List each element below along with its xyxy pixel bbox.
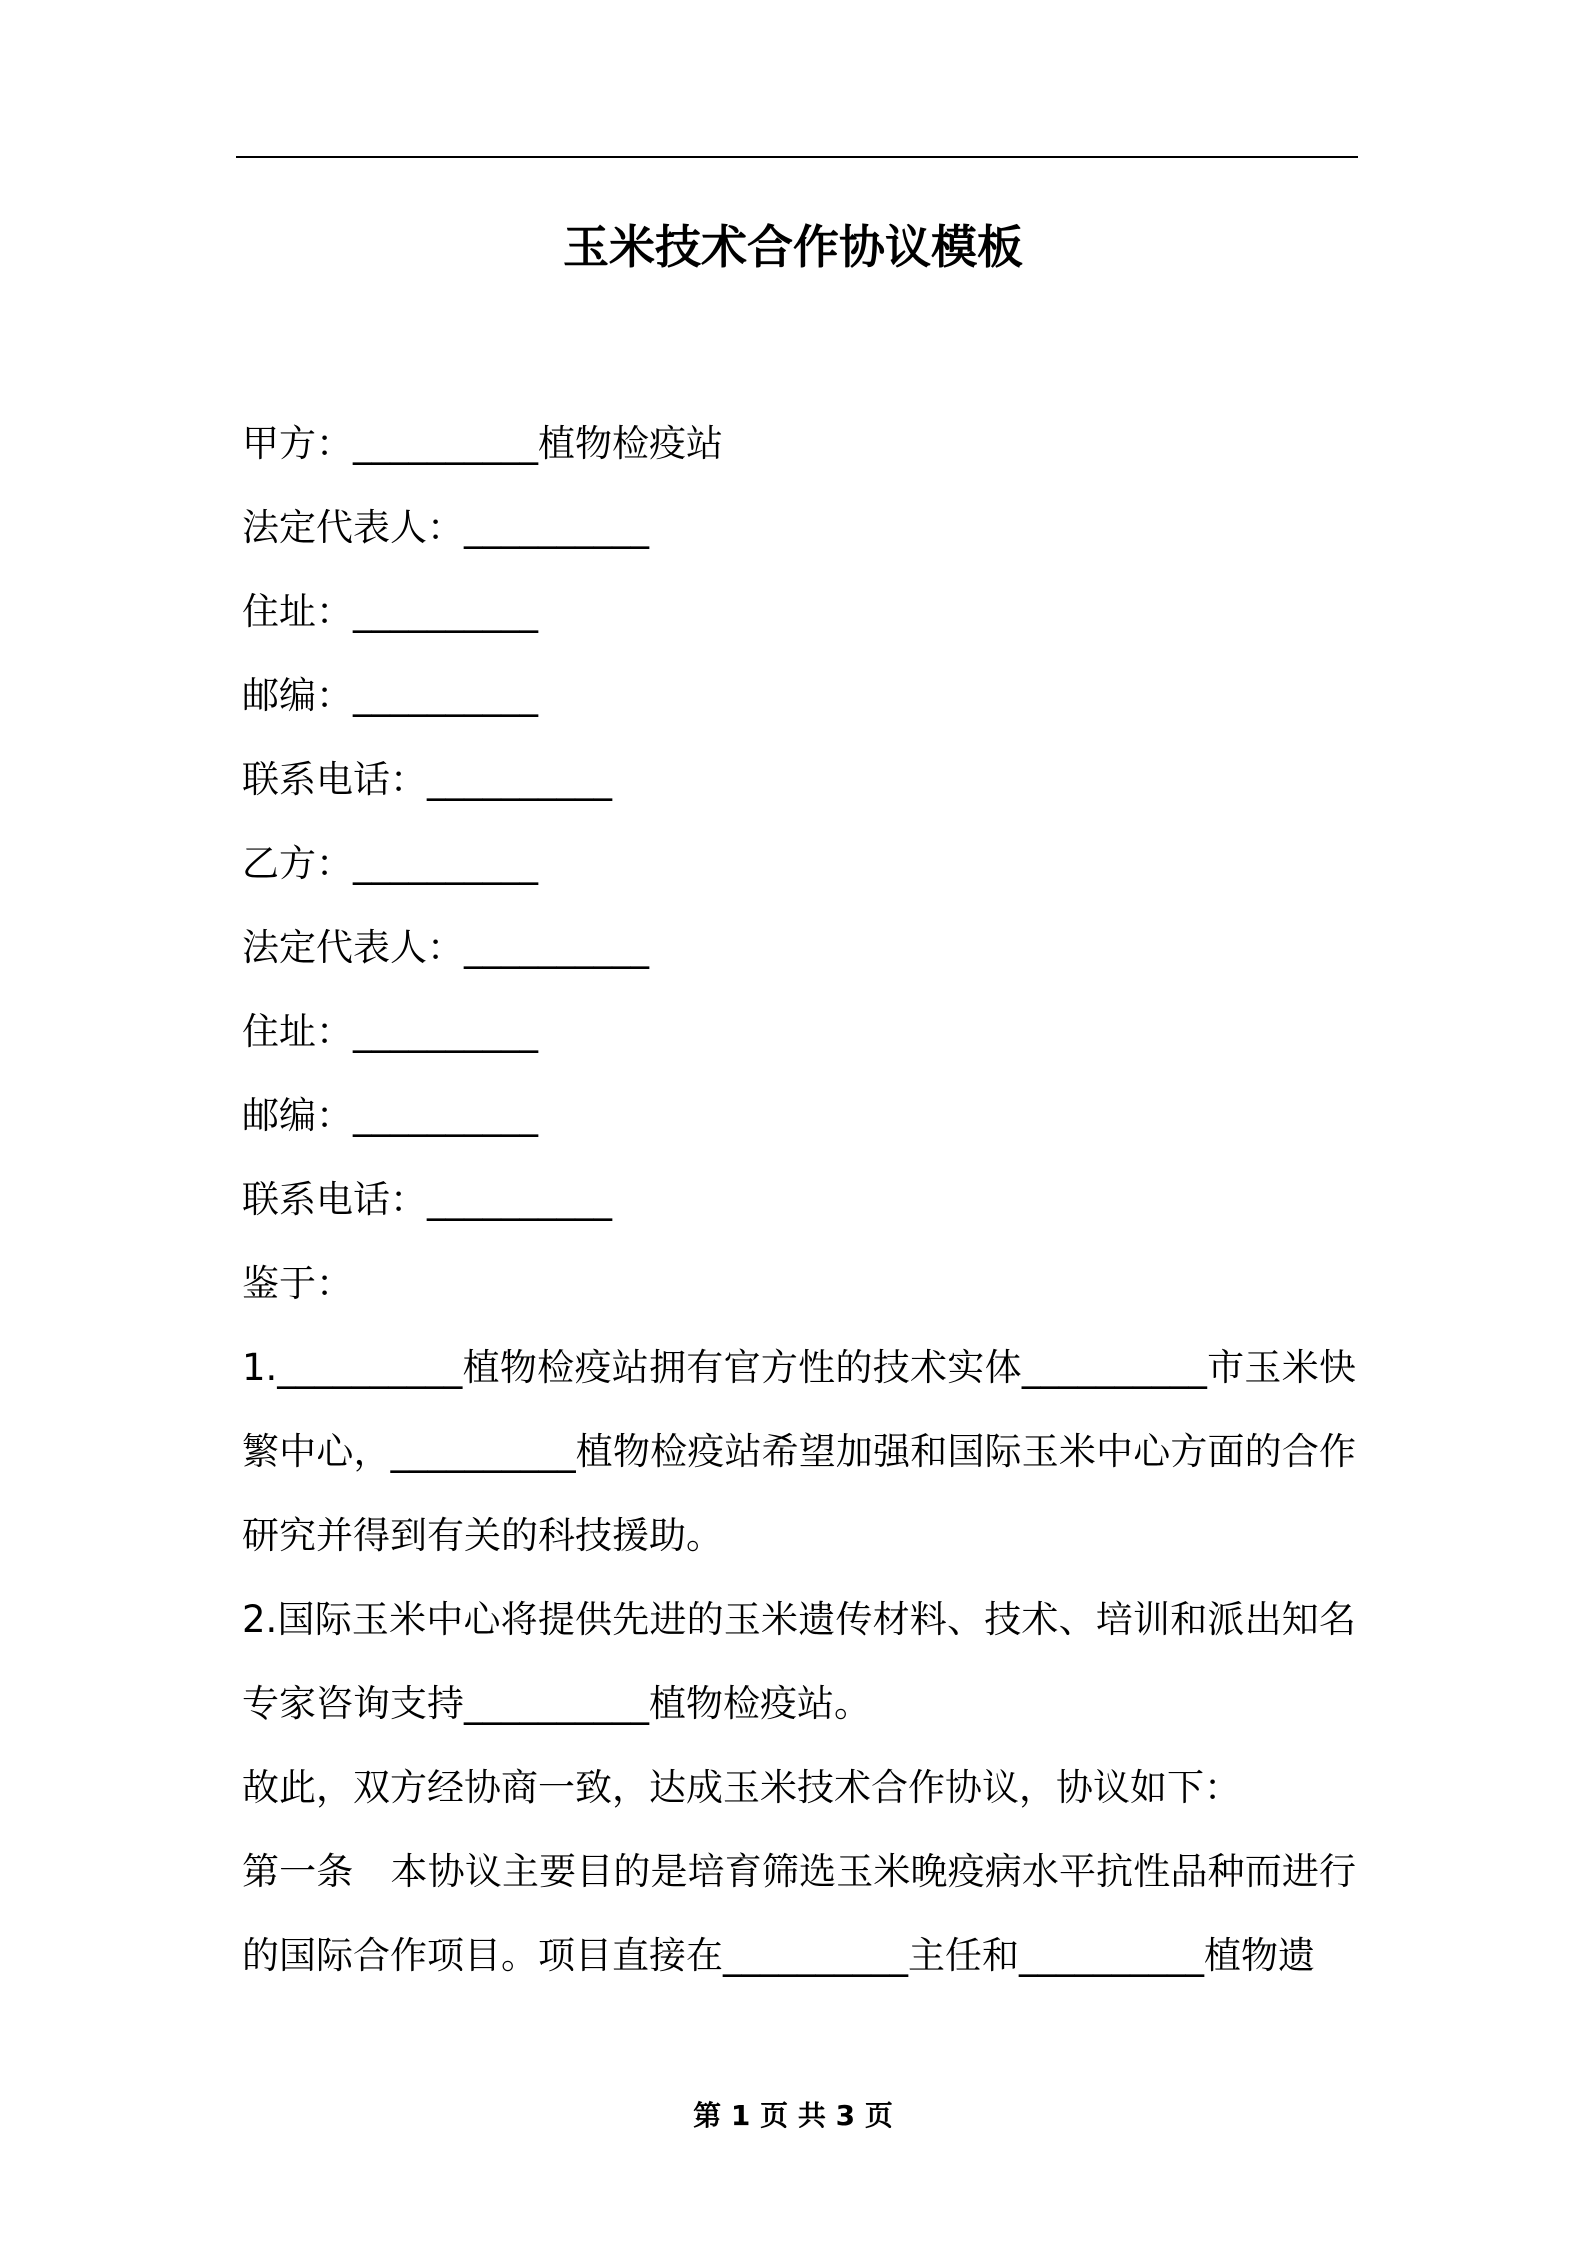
agreement-intro: 故此，双方经协商一致，达成玉米技术合作协议，协议如下： [242,1766,1241,1809]
party-b-representative: 法定代表人：__________ [242,926,649,969]
whereas-heading: 鉴于： [242,1262,353,1305]
party-a-address: 住址：__________ [242,590,538,633]
party-b-postcode: 邮编：__________ [242,1094,538,1137]
document-body [242,402,1356,1998]
party-a-postcode: 邮编：__________ [242,674,538,717]
header-rule [236,156,1358,158]
party-a-phone: 联系电话：__________ [242,758,612,801]
party-a-name: 甲方：__________植物检疫站 [242,422,723,465]
party-b-phone: 联系电话：__________ [242,1178,612,1221]
party-b-name: 乙方：__________ [242,842,538,885]
party-a-representative: 法定代表人：__________ [242,506,649,549]
document-title: 玉米技术合作协议模板 [563,220,1023,274]
page-footer: 第 1 页 共 3 页 [693,2099,893,2132]
whereas-clause-1: 1.__________植物检疫站拥有官方性的技术实体__________市玉米快繁中心，__________植物检疫站希望加强和国际玉米中心方面的合作研究并得到有关的科技援助。 [242,1346,1356,1557]
article-1: 第一条 本协议主要目的是培育筛选玉米晚疫病水平抗性品种而进行的国际合作项目。项目直接在__________主任和__________植物遗 [242,1850,1356,1977]
party-b-address: 住址：__________ [242,1010,538,1053]
whereas-clause-2: 2.国际玉米中心将提供先进的玉米遗传材料、技术、培训和派出知名专家咨询支持__________植物检疫站。 [242,1598,1356,1725]
